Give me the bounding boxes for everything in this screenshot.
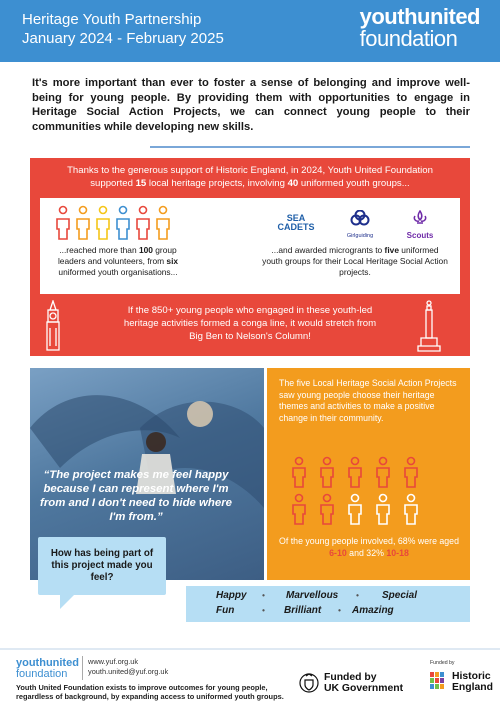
uk-government-label: UK Government: [324, 683, 404, 694]
historic-england-name: [452, 671, 493, 693]
reach-text-1: ...reached more than: [59, 245, 139, 255]
award-text-1: ...and awarded microgrants to: [271, 245, 385, 255]
fleur-de-lis-icon: [412, 210, 428, 226]
he-line-1: Historic: [452, 671, 491, 682]
he-line-2: England: [452, 682, 493, 693]
people-figures-icon: [55, 205, 175, 241]
conga-statement: If the 850+ young people who engaged in these youth-led heritage activities formed a conga line, it would stretch from Big Ben to Nelson's Column!: [30, 294, 470, 356]
support-statement: [30, 158, 470, 198]
support-text-1: Thanks to the generous support of Historic England, in 2024, Youth United Foundation supported: [67, 165, 433, 189]
feeling-word: Happy: [216, 590, 247, 601]
projects-description: The five Local Heritage Social Action Projects saw young people choose their heritage themes and activities to make a positive change in their community.: [279, 378, 457, 423]
scouts-logo: [398, 210, 442, 240]
uk-government-funding: [324, 672, 403, 694]
he-funded-label: Funded by: [430, 660, 455, 666]
separator: •: [262, 591, 265, 600]
header-banner: [0, 0, 500, 62]
age-range-1: 6-10: [329, 547, 347, 558]
feeling-word: Marvellous: [286, 590, 339, 601]
award-text-2: uniformed youth groups for their Local Heritage Social Action projects.: [262, 245, 448, 277]
feelings-words: [186, 586, 470, 622]
support-text-2: local heritage projects, involving: [146, 178, 288, 189]
leaders-count: 100: [138, 245, 153, 255]
age-text-2: and 32%: [346, 547, 387, 558]
separator: •: [356, 591, 359, 600]
projects-panel: [267, 368, 470, 580]
groups-count: 40: [287, 178, 299, 189]
scouts-label: Scouts: [406, 231, 434, 240]
sea-cadets-logo: [270, 214, 322, 232]
age-figures-icon: [289, 456, 449, 530]
footer-contact: [88, 657, 168, 677]
age-statement: [277, 536, 461, 559]
feeling-word: Brilliant: [284, 605, 322, 616]
sea-cadets-line-1: SEA: [286, 213, 306, 223]
divider: [150, 146, 470, 148]
orgs-count: six: [166, 256, 179, 266]
age-range-2: 10-18: [386, 547, 409, 558]
separator: •: [262, 606, 265, 615]
org-logos: [270, 210, 450, 244]
email-link[interactable]: youth.united@yuf.org.uk: [88, 667, 169, 676]
footer-yuf-logo: [16, 658, 79, 680]
mission-statement: Youth United Foundation exists to improve outcomes for young people, regardless of background, by expanding access to uniformed youth groups.: [16, 683, 284, 701]
footer-divider: [82, 656, 83, 680]
nelsons-column-icon: [415, 300, 443, 352]
trefoil-icon: [350, 210, 370, 228]
intro-paragraph: It's more important than ever to foster a sense of belonging and improve well-being for young people. By providing them with opportunities to engage in Heritage Social Action Projects, we can connect young people to their communities while developing new skills.: [32, 77, 470, 133]
website-link[interactable]: www.yuf.org.uk: [88, 657, 139, 666]
bubble-tail: [60, 595, 74, 609]
funded-by-label: Funded by: [324, 672, 377, 683]
reach-statement: [48, 245, 188, 278]
projects-count: 15: [135, 178, 147, 189]
big-ben-icon: [40, 300, 66, 352]
yuf-logo: [360, 6, 480, 50]
sea-cadets-line-2: CADETS: [277, 222, 315, 232]
feeling-word: Fun: [216, 605, 235, 616]
crest-icon: [298, 672, 320, 694]
page-title: [22, 10, 224, 48]
girlguiding-logo: [340, 210, 380, 239]
separator: •: [338, 606, 341, 615]
title-line-1: Heritage Youth Partnership: [22, 11, 202, 28]
girlguiding-label: Girlguiding: [346, 233, 374, 239]
question-bubble: How has being part of this project made you feel?: [38, 537, 166, 595]
reach-text-2: group leaders and volunteers, from: [57, 245, 177, 266]
title-line-2: January 2024 - February 2025: [22, 30, 224, 47]
age-text-1: Of the young people involved, 68% were aged: [279, 536, 459, 546]
logo-line-1: youthunited: [359, 4, 480, 29]
child-quote: “The project makes me feel happy because I can represent where I'm from and I don't need to hide where I'm from.”: [40, 469, 232, 523]
footer-logo-line-1: youthunited: [16, 657, 79, 669]
logo-line-2: foundation: [359, 26, 458, 51]
award-count: five: [384, 245, 399, 255]
feeling-word: Special: [382, 590, 418, 601]
footer-logo-line-2: foundation: [16, 668, 68, 680]
award-statement: [262, 245, 448, 278]
feeling-word: Amazing: [352, 605, 394, 616]
support-text-3: uniformed youth groups...: [298, 178, 410, 189]
reach-text-3: uniformed youth organisations...: [58, 267, 178, 277]
